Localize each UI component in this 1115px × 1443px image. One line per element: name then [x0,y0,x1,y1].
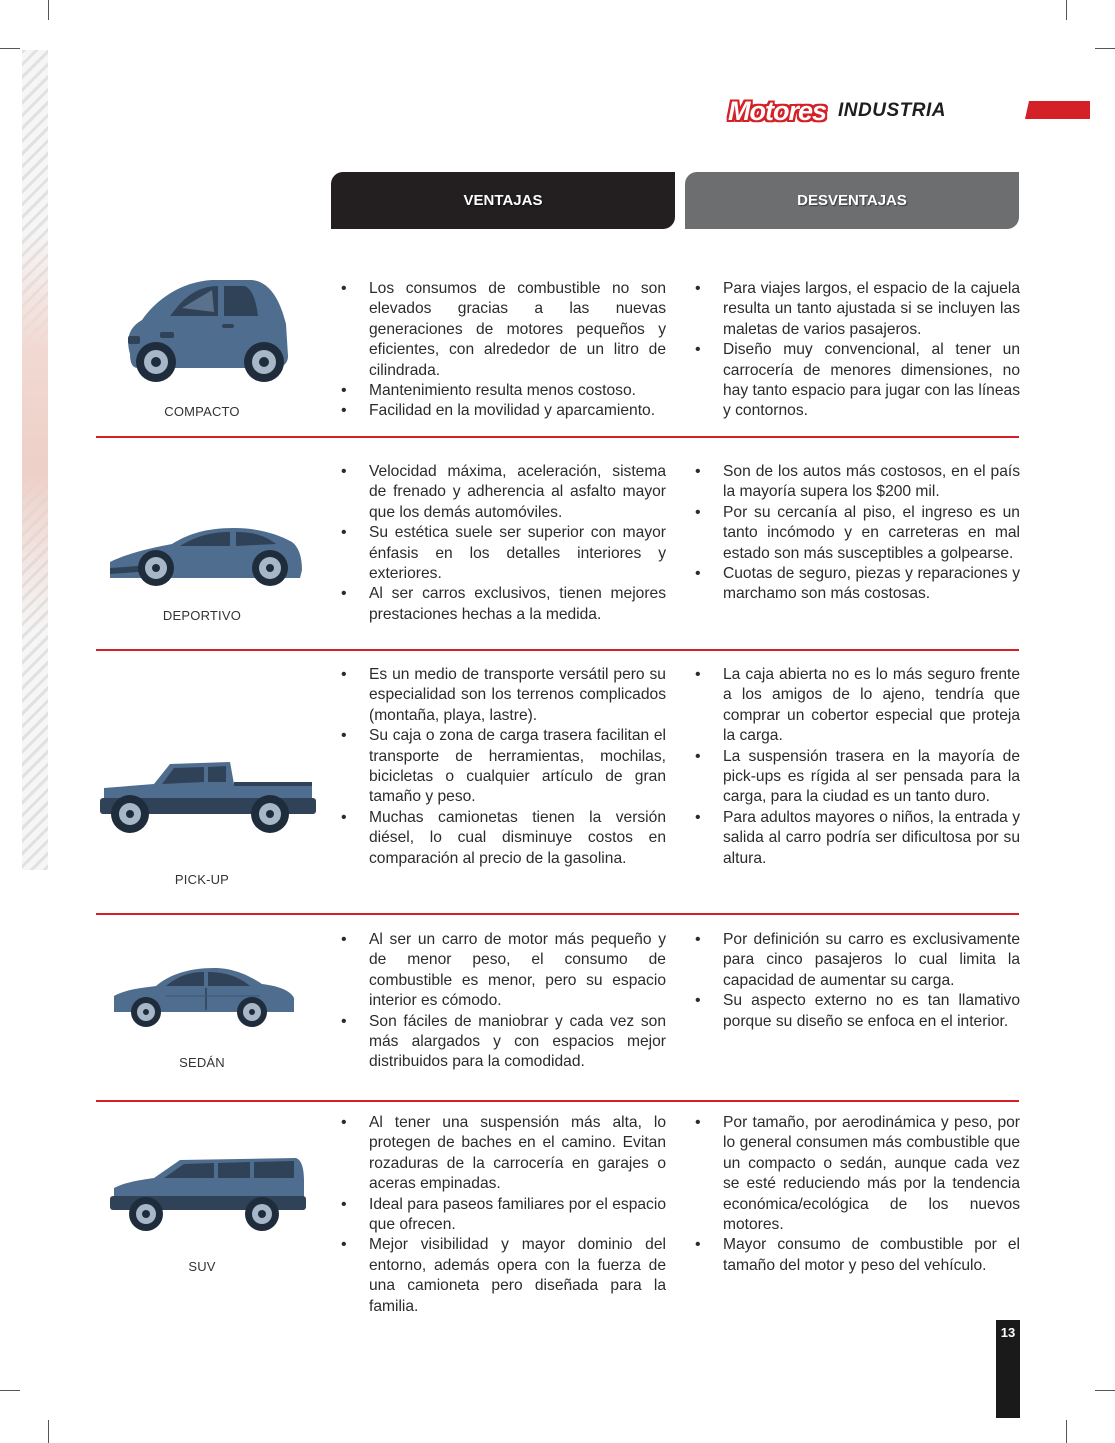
sports-car-icon [106,526,306,586]
car-type-label: DEPORTIVO [162,608,242,623]
compact-car-icon [120,276,292,382]
cons-list [693,930,1020,1032]
list-item: • Su aspecto externo no es tan llamativo porque su diseño se enfoca en el interior. [693,991,1020,1032]
list-item: • Es un medio de transporte versátil pero su especialidad son los terrenos complicados (montaña, playa, lastre). [339,665,666,726]
cons-list [693,665,1020,869]
row-divider [96,436,1019,438]
brand-header [728,96,946,126]
list-item: • Los consumos de combustible no son elevados gracias a las nuevas generaciones de motores pequeños y eficientes, con alrededor de un litro de cilindrada. [339,279,666,381]
crop-mark [1095,1390,1115,1391]
car-type-label: PICK-UP [174,872,230,887]
pros-list [339,930,666,1073]
crop-mark [1066,0,1067,20]
list-item: • La suspensión trasera en la mayoría de pick-ups es rígida al ser pensada para la carga, para la ciudad es un tanto duro. [693,747,1020,808]
section-title: INDUSTRIA [838,100,946,121]
list-item: • Mantenimiento resulta menos costoso. [339,381,666,401]
pickup-truck-icon [100,758,316,836]
list-item: • Cuotas de seguro, piezas y reparaciones y marchamo son más costosas. [693,564,1020,605]
list-item: • Por tamaño, por aerodinámica y peso, por lo general consumen más combustible que un compacto o sedán, aunque cada vez se esté reduciendo más por la tendencia económica/ecológica de los nuevos motores. [693,1113,1020,1235]
list-item: • Su caja o zona de carga trasera facilitan el transporte de herramientas, mochilas, bicicletas o cualquier artículo de gran tamaño y peso. [339,726,666,808]
list-item: • Su estética suele ser superior con mayor énfasis en los detalles interiores y exteriores. [339,523,666,584]
pros-column-header: VENTAJAS [331,172,675,229]
list-item: • Al ser carros exclusivos, tienen mejores prestaciones hechas a la medida. [339,584,666,625]
row-divider [96,913,1019,915]
crop-mark [1095,48,1115,49]
crop-mark [48,0,49,20]
cons-list [693,1113,1020,1276]
list-item: • Son de los autos más costosos, en el país la mayoría supera los $200 mil. [693,462,1020,503]
list-item: • La caja abierta no es lo más seguro frente a los amigos de lo ajeno, tendría que comprar un cobertor especial que proteja la carga. [693,665,1020,747]
cons-column-header: DESVENTAJAS [685,172,1019,229]
suv-car-icon [110,1156,306,1232]
crop-mark [1066,1420,1067,1443]
crop-mark [0,1390,20,1391]
decorative-blob [22,230,48,630]
crop-mark [48,1420,49,1443]
car-type-label: COMPACTO [164,404,240,419]
page-number: 13 [996,1320,1020,1418]
list-item: • Velocidad máxima, aceleración, sistema de frenado y adherencia al asfalto mayor que los demás automóviles. [339,462,666,523]
pros-list [339,665,666,869]
list-item: • Diseño muy convencional, al tener un carrocería de menores dimensiones, no hay tanto espacio para jugar con las líneas y contornos. [693,340,1020,422]
list-item: • Muchas camionetas tienen la versión diésel, lo cual disminuye costos en comparación al precio de la gasolina. [339,808,666,869]
list-item: • Para adultos mayores o niños, la entrada y salida al carro podría ser dificultosa por su altura. [693,808,1020,869]
list-item: • Ideal para paseos familiares por el espacio que ofrecen. [339,1195,666,1236]
row-divider [96,1100,1019,1102]
list-item: • Por su cercanía al piso, el ingreso es un tanto incómodo y en carreteras en mal estado son más susceptibles a golpearse. [693,503,1020,564]
list-item: • Al ser un carro de motor más pequeño y de menor peso, el consumo de combustible es menor, pero su espacio interior es cómodo. [339,930,666,1012]
list-item: • Facilidad en la movilidad y aparcamiento. [339,401,666,421]
sedan-car-icon [110,966,296,1030]
pros-list [339,279,666,422]
car-type-label: SUV [188,1259,216,1274]
cons-list [693,279,1020,422]
row-divider [96,649,1019,651]
pros-list [339,1113,666,1317]
cons-list [693,462,1020,605]
list-item: • Por definición su carro es exclusivamente para cinco pasajeros lo cual limita la capacidad de aumentar su carga. [693,930,1020,991]
list-item: • Para viajes largos, el espacio de la cajuela resulta un tanto ajustada si se incluyen las maletas de varios pasajeros. [693,279,1020,340]
list-item: • Son fáciles de maniobrar y cada vez son más alargados y con espacios mejor distribuidos para la comodidad. [339,1012,666,1073]
list-item: • Mejor visibilidad y mayor dominio del entorno, además opera con la fuerza de una camioneta pero diseñada para la familia. [339,1235,666,1317]
pros-list [339,462,666,625]
brand-accent-bar [1025,101,1090,119]
car-type-label: SEDÁN [179,1055,225,1070]
list-item: • Mayor consumo de combustible por el tamaño del motor y peso del vehículo. [693,1235,1020,1276]
crop-mark [0,48,20,49]
list-item: • Al tener una suspensión más alta, lo protegen de baches en el camino. Evitan rozaduras de la carrocería en garajes o aceras empinadas. [339,1113,666,1195]
brand-logo: Motores [728,95,827,126]
